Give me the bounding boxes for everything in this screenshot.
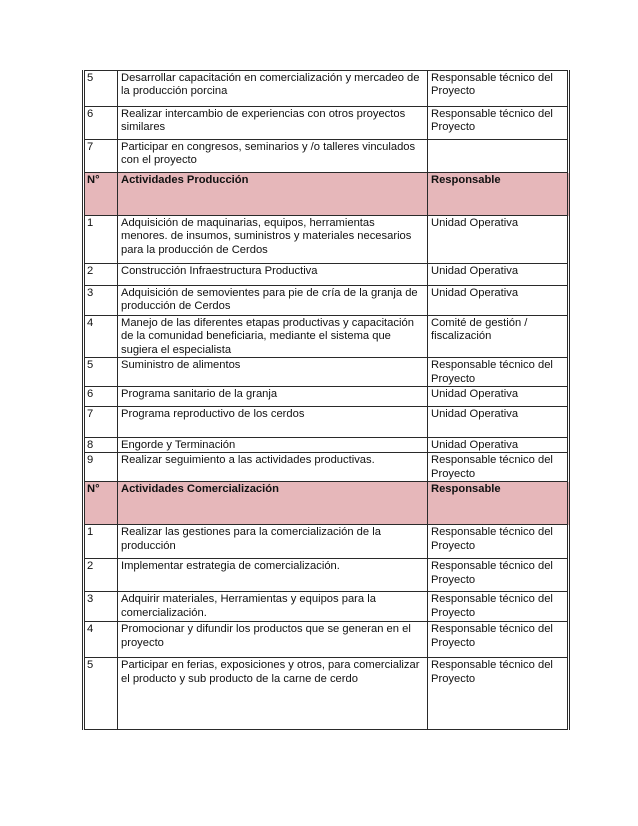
responsible-cell: Responsable técnico del Proyecto bbox=[428, 71, 569, 107]
activity-cell: Realizar las gestiones para la comercialización de la producción bbox=[118, 525, 428, 559]
activity-cell: Desarrollar capacitación en comercialización y mercadeo de la producción porcina bbox=[118, 71, 428, 107]
activity-cell: Promocionar y difundir los productos que se generan en el proyecto bbox=[118, 622, 428, 658]
table-row bbox=[84, 358, 569, 387]
row-number: 5 bbox=[84, 658, 118, 730]
table-row bbox=[84, 71, 569, 107]
row-number: 9 bbox=[84, 453, 118, 482]
table-row bbox=[84, 453, 569, 482]
table-row bbox=[84, 264, 569, 286]
table-row bbox=[84, 107, 569, 140]
table-row bbox=[84, 525, 569, 559]
activity-cell: Implementar estrategia de comercialización. bbox=[118, 559, 428, 592]
activity-cell: Adquisición de maquinarias, equipos, herramientas menores. de insumos, suministros y materiales necesarios para la producción de Cerdos bbox=[118, 216, 428, 264]
table-row bbox=[84, 592, 569, 622]
activity-cell: Realizar intercambio de experiencias con otros proyectos similares bbox=[118, 107, 428, 140]
responsible-cell: Unidad Operativa bbox=[428, 407, 569, 438]
table-row bbox=[84, 216, 569, 264]
responsible-cell: Responsable técnico del Proyecto bbox=[428, 592, 569, 622]
section-header-comercializacion bbox=[84, 482, 569, 525]
responsible-cell: Unidad Operativa bbox=[428, 216, 569, 264]
row-number: 1 bbox=[84, 216, 118, 264]
activity-cell: Adquisición de semovientes para pie de cría de la granja de producción de Cerdos bbox=[118, 286, 428, 316]
activity-cell: Engorde y Terminación bbox=[118, 438, 428, 453]
header-activities: Actividades Producción bbox=[118, 173, 428, 216]
table-row bbox=[84, 407, 569, 438]
responsible-cell: Responsable técnico del Proyecto bbox=[428, 559, 569, 592]
row-number: 8 bbox=[84, 438, 118, 453]
table-row bbox=[84, 316, 569, 358]
section-header-produccion bbox=[84, 173, 569, 216]
activity-cell: Construcción Infraestructura Productiva bbox=[118, 264, 428, 286]
table-row bbox=[84, 559, 569, 592]
header-activities: Actividades Comercialización bbox=[118, 482, 428, 525]
row-number: 4 bbox=[84, 316, 118, 358]
responsible-cell: Responsable técnico del Proyecto bbox=[428, 622, 569, 658]
row-number: 6 bbox=[84, 387, 118, 407]
activity-cell: Suministro de alimentos bbox=[118, 358, 428, 387]
responsible-cell: Responsable técnico del Proyecto bbox=[428, 107, 569, 140]
row-number: 3 bbox=[84, 592, 118, 622]
header-responsible: Responsable bbox=[428, 482, 569, 525]
row-number: 1 bbox=[84, 525, 118, 559]
header-responsible: Responsable bbox=[428, 173, 569, 216]
table-row bbox=[84, 387, 569, 407]
activity-cell: Programa sanitario de la granja bbox=[118, 387, 428, 407]
responsible-cell: Unidad Operativa bbox=[428, 387, 569, 407]
responsible-cell: Comité de gestión / fiscalización bbox=[428, 316, 569, 358]
responsible-cell: Unidad Operativa bbox=[428, 438, 569, 453]
responsible-cell: Unidad Operativa bbox=[428, 264, 569, 286]
table-row bbox=[84, 438, 569, 453]
row-number: 2 bbox=[84, 559, 118, 592]
table-row bbox=[84, 622, 569, 658]
row-number: 7 bbox=[84, 140, 118, 173]
responsible-cell: Responsable técnico del Proyecto bbox=[428, 658, 569, 730]
responsible-cell: Responsable técnico del Proyecto bbox=[428, 453, 569, 482]
row-number: 3 bbox=[84, 286, 118, 316]
activities-table bbox=[82, 70, 570, 730]
table-row bbox=[84, 286, 569, 316]
responsible-cell: Responsable técnico del Proyecto bbox=[428, 525, 569, 559]
row-number: 5 bbox=[84, 71, 118, 107]
header-num: N° bbox=[84, 173, 118, 216]
table-row bbox=[84, 658, 569, 730]
table-row bbox=[84, 140, 569, 173]
activity-cell: Participar en congresos, seminarios y /o talleres vinculados con el proyecto bbox=[118, 140, 428, 173]
activity-cell: Adquirir materiales, Herramientas y equipos para la comercialización. bbox=[118, 592, 428, 622]
responsible-cell bbox=[428, 140, 569, 173]
row-number: 7 bbox=[84, 407, 118, 438]
activity-cell: Programa reproductivo de los cerdos bbox=[118, 407, 428, 438]
activity-cell: Manejo de las diferentes etapas productivas y capacitación de la comunidad beneficiaria, mediante el sistema que sugiera el especialista bbox=[118, 316, 428, 358]
responsible-cell: Unidad Operativa bbox=[428, 286, 569, 316]
row-number: 5 bbox=[84, 358, 118, 387]
activity-cell: Realizar seguimiento a las actividades productivas. bbox=[118, 453, 428, 482]
row-number: 6 bbox=[84, 107, 118, 140]
responsible-cell: Responsable técnico del Proyecto bbox=[428, 358, 569, 387]
row-number: 2 bbox=[84, 264, 118, 286]
row-number: 4 bbox=[84, 622, 118, 658]
activity-cell: Participar en ferias, exposiciones y otros, para comercializar el producto y sub producto de la carne de cerdo bbox=[118, 658, 428, 730]
header-num: N° bbox=[84, 482, 118, 525]
